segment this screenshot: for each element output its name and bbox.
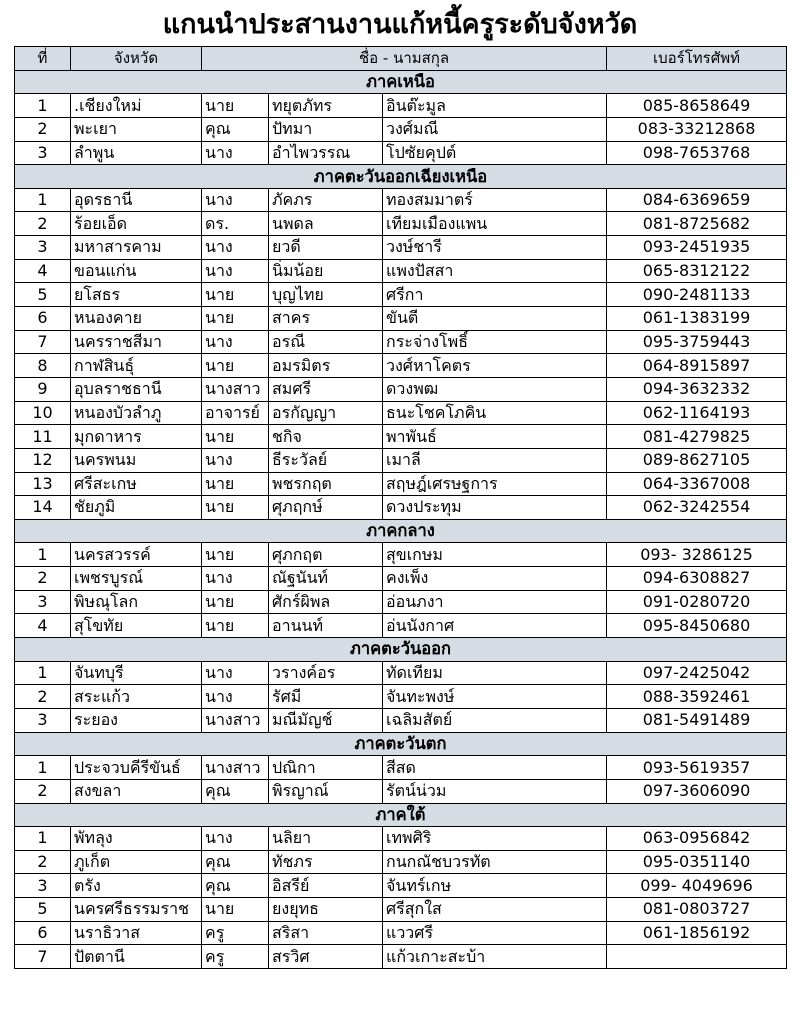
row-number: 1 bbox=[15, 756, 71, 780]
row-number: 3 bbox=[15, 874, 71, 898]
first-name-cell: ยงยุทธ bbox=[269, 898, 383, 922]
title-cell: นาง bbox=[202, 259, 269, 283]
last-name-cell: ศรีกา bbox=[383, 283, 607, 307]
table-row bbox=[15, 945, 787, 969]
phone-cell: 062-3242554 bbox=[607, 496, 787, 520]
phone-cell: 097-3606090 bbox=[607, 779, 787, 803]
title-cell: นาย bbox=[202, 496, 269, 520]
row-number: 10 bbox=[15, 401, 71, 425]
province-cell: นครศรีธรรมราช bbox=[71, 898, 202, 922]
row-number: 8 bbox=[15, 354, 71, 378]
first-name-cell: พชรกฤต bbox=[269, 472, 383, 496]
table-row bbox=[15, 188, 787, 212]
province-cell: ขอนแก่น bbox=[71, 259, 202, 283]
table-row bbox=[15, 590, 787, 614]
last-name-cell: กนกณัชบวรทัต bbox=[383, 850, 607, 874]
table-row bbox=[15, 496, 787, 520]
phone-cell: 098-7653768 bbox=[607, 141, 787, 165]
table-row bbox=[15, 377, 787, 401]
province-cell: นราธิวาส bbox=[71, 921, 202, 945]
row-number: 9 bbox=[15, 377, 71, 401]
region-row bbox=[15, 732, 787, 756]
title-cell: นาย bbox=[202, 898, 269, 922]
table-row bbox=[15, 236, 787, 260]
province-cell: ตรัง bbox=[71, 874, 202, 898]
table-row bbox=[15, 850, 787, 874]
province-cell: นครราชสีมา bbox=[71, 330, 202, 354]
first-name-cell: อมรมิตร bbox=[269, 354, 383, 378]
row-number: 1 bbox=[15, 661, 71, 685]
table-row bbox=[15, 898, 787, 922]
last-name-cell: จันทร์เกษ bbox=[383, 874, 607, 898]
title-cell: นางสาว bbox=[202, 756, 269, 780]
last-name-cell: เมาลี bbox=[383, 448, 607, 472]
province-cell: ปัตตานี bbox=[71, 945, 202, 969]
province-cell: พิษณุโลก bbox=[71, 590, 202, 614]
last-name-cell: วงศ์หาโคตร bbox=[383, 354, 607, 378]
region-row bbox=[15, 70, 787, 94]
phone-cell: 093- 3286125 bbox=[607, 543, 787, 567]
province-cell: อุบลราชธานี bbox=[71, 377, 202, 401]
last-name-cell: รัตน์น่วม bbox=[383, 779, 607, 803]
phone-cell: 063-0956842 bbox=[607, 827, 787, 851]
header-province: จังหวัด bbox=[71, 47, 202, 71]
table-row bbox=[15, 330, 787, 354]
phone-cell: 093-2451935 bbox=[607, 236, 787, 260]
last-name-cell: ศรีสุกใส bbox=[383, 898, 607, 922]
first-name-cell: สาคร bbox=[269, 307, 383, 331]
phone-cell: 064-3367008 bbox=[607, 472, 787, 496]
row-number: 5 bbox=[15, 898, 71, 922]
first-name-cell: วรางค์อร bbox=[269, 661, 383, 685]
row-number: 4 bbox=[15, 614, 71, 638]
row-number: 6 bbox=[15, 307, 71, 331]
contact-table bbox=[14, 46, 787, 969]
title-cell: นาง bbox=[202, 827, 269, 851]
title-cell: นาย bbox=[202, 354, 269, 378]
first-name-cell: มณีมัญช์ bbox=[269, 708, 383, 732]
province-cell: นครพนม bbox=[71, 448, 202, 472]
last-name-cell: กระจ่างโพธิ์ bbox=[383, 330, 607, 354]
row-number: 1 bbox=[15, 188, 71, 212]
table-row bbox=[15, 283, 787, 307]
region-name: ภาคเหนือ bbox=[15, 70, 787, 94]
table-row bbox=[15, 141, 787, 165]
header-name: ชื่อ - นามสกุล bbox=[202, 47, 607, 71]
first-name-cell: สริสา bbox=[269, 921, 383, 945]
first-name-cell: สรวิศ bbox=[269, 945, 383, 969]
first-name-cell: อรณี bbox=[269, 330, 383, 354]
row-number: 13 bbox=[15, 472, 71, 496]
table-row bbox=[15, 212, 787, 236]
header-no: ที่ bbox=[15, 47, 71, 71]
row-number: 5 bbox=[15, 283, 71, 307]
table-row bbox=[15, 94, 787, 118]
first-name-cell: ปัทมา bbox=[269, 117, 383, 141]
province-cell: สงขลา bbox=[71, 779, 202, 803]
first-name-cell: บุญไทย bbox=[269, 283, 383, 307]
table-row bbox=[15, 567, 787, 591]
last-name-cell: ดวงประทุม bbox=[383, 496, 607, 520]
title-cell: นาย bbox=[202, 283, 269, 307]
title-cell: นาย bbox=[202, 425, 269, 449]
row-number: 2 bbox=[15, 850, 71, 874]
table-row bbox=[15, 827, 787, 851]
header-phone: เบอร์โทรศัพท์ bbox=[607, 47, 787, 71]
row-number: 2 bbox=[15, 779, 71, 803]
province-cell: ลำพูน bbox=[71, 141, 202, 165]
title-cell: นาง bbox=[202, 236, 269, 260]
first-name-cell: ปณิกา bbox=[269, 756, 383, 780]
title-cell: นาย bbox=[202, 472, 269, 496]
province-cell: มหาสารคาม bbox=[71, 236, 202, 260]
row-number: 1 bbox=[15, 94, 71, 118]
province-cell: สระแก้ว bbox=[71, 685, 202, 709]
province-cell: ประจวบคีรีขันธ์ bbox=[71, 756, 202, 780]
table-row bbox=[15, 307, 787, 331]
table-row bbox=[15, 874, 787, 898]
first-name-cell: นพดล bbox=[269, 212, 383, 236]
first-name-cell: ศุภกฤต bbox=[269, 543, 383, 567]
first-name-cell: สมศรี bbox=[269, 377, 383, 401]
row-number: 7 bbox=[15, 945, 71, 969]
first-name-cell: อำไพวรรณ bbox=[269, 141, 383, 165]
title-cell: ดร. bbox=[202, 212, 269, 236]
table-row bbox=[15, 708, 787, 732]
first-name-cell: ภัคภร bbox=[269, 188, 383, 212]
region-name: ภาคตะวันตก bbox=[15, 732, 787, 756]
last-name-cell: สีสด bbox=[383, 756, 607, 780]
row-number: 3 bbox=[15, 141, 71, 165]
table-row bbox=[15, 425, 787, 449]
last-name-cell: สุขเกษม bbox=[383, 543, 607, 567]
first-name-cell: ณัฐนันท์ bbox=[269, 567, 383, 591]
row-number: 4 bbox=[15, 259, 71, 283]
title-cell: นาย bbox=[202, 94, 269, 118]
table-row bbox=[15, 614, 787, 638]
title-cell: นาง bbox=[202, 188, 269, 212]
region-row bbox=[15, 638, 787, 662]
first-name-cell: ศุภฤกษ์ bbox=[269, 496, 383, 520]
last-name-cell: เฉลิมสัตย์ bbox=[383, 708, 607, 732]
last-name-cell: วงษ์ชารี bbox=[383, 236, 607, 260]
province-cell: ภูเก็ต bbox=[71, 850, 202, 874]
region-name: ภาคใต้ bbox=[15, 803, 787, 827]
row-number: 1 bbox=[15, 543, 71, 567]
row-number: 3 bbox=[15, 236, 71, 260]
last-name-cell: พาพันธ์ bbox=[383, 425, 607, 449]
phone-cell: 061-1383199 bbox=[607, 307, 787, 331]
title-cell: นาย bbox=[202, 614, 269, 638]
table-row bbox=[15, 448, 787, 472]
region-row bbox=[15, 803, 787, 827]
last-name-cell: สฤษฎ์เศรษฐการ bbox=[383, 472, 607, 496]
region-name: ภาคตะวันออก bbox=[15, 638, 787, 662]
title-cell: นาง bbox=[202, 330, 269, 354]
page-title: แกนนำประสานงานแก้หนี้ครูระดับจังหวัด bbox=[162, 9, 638, 40]
last-name-cell: วงศ์มณี bbox=[383, 117, 607, 141]
title-cell: นาง bbox=[202, 567, 269, 591]
table-row bbox=[15, 921, 787, 945]
phone-cell: 090-2481133 bbox=[607, 283, 787, 307]
province-cell: พะเยา bbox=[71, 117, 202, 141]
phone-cell: 099- 4049696 bbox=[607, 874, 787, 898]
table-row bbox=[15, 661, 787, 685]
title-cell: อาจารย์ bbox=[202, 401, 269, 425]
province-cell: เพชรบูรณ์ bbox=[71, 567, 202, 591]
last-name-cell: อ่อนภงา bbox=[383, 590, 607, 614]
phone-cell: 097-2425042 bbox=[607, 661, 787, 685]
row-number: 3 bbox=[15, 708, 71, 732]
title-cell: นาง bbox=[202, 448, 269, 472]
title-cell: นางสาว bbox=[202, 708, 269, 732]
last-name-cell: แววศรี bbox=[383, 921, 607, 945]
first-name-cell: อิสรีย์ bbox=[269, 874, 383, 898]
province-cell: หนองบัวลำภู bbox=[71, 401, 202, 425]
first-name-cell: พิรญาณ์ bbox=[269, 779, 383, 803]
table-body bbox=[15, 70, 787, 968]
province-cell: มุกดาหาร bbox=[71, 425, 202, 449]
first-name-cell: ชกิจ bbox=[269, 425, 383, 449]
phone-cell bbox=[607, 945, 787, 969]
table-row bbox=[15, 685, 787, 709]
phone-cell: 081-8725682 bbox=[607, 212, 787, 236]
phone-cell: 095-0351140 bbox=[607, 850, 787, 874]
last-name-cell: จันทะพงษ์ bbox=[383, 685, 607, 709]
province-cell: .เชียงใหม่ bbox=[71, 94, 202, 118]
province-cell: ร้อยเอ็ด bbox=[71, 212, 202, 236]
province-cell: สุโขทัย bbox=[71, 614, 202, 638]
first-name-cell: อานนท์ bbox=[269, 614, 383, 638]
first-name-cell: ทยุตภัทร bbox=[269, 94, 383, 118]
phone-cell: 089-8627105 bbox=[607, 448, 787, 472]
province-cell: ศรีสะเกษ bbox=[71, 472, 202, 496]
title-cell: นางสาว bbox=[202, 377, 269, 401]
title-cell: ครู bbox=[202, 921, 269, 945]
phone-cell: 081-4279825 bbox=[607, 425, 787, 449]
first-name-cell: ทัชภร bbox=[269, 850, 383, 874]
row-number: 2 bbox=[15, 117, 71, 141]
table-row bbox=[15, 543, 787, 567]
phone-cell: 088-3592461 bbox=[607, 685, 787, 709]
province-cell: อุดรธานี bbox=[71, 188, 202, 212]
phone-cell: 081-0803727 bbox=[607, 898, 787, 922]
region-name: ภาคตะวันออกเฉียงเหนือ bbox=[15, 165, 787, 189]
phone-cell: 081-5491489 bbox=[607, 708, 787, 732]
phone-cell: 083-33212868 bbox=[607, 117, 787, 141]
row-number: 2 bbox=[15, 567, 71, 591]
phone-cell: 093-5619357 bbox=[607, 756, 787, 780]
first-name-cell: นิ่มน้อย bbox=[269, 259, 383, 283]
title-cell: นาย bbox=[202, 307, 269, 331]
last-name-cell: โปซัยคุปต์ bbox=[383, 141, 607, 165]
last-name-cell: ขันตี bbox=[383, 307, 607, 331]
table-row bbox=[15, 756, 787, 780]
title-cell: คุณ bbox=[202, 874, 269, 898]
title-cell: คุณ bbox=[202, 850, 269, 874]
title-cell: นาง bbox=[202, 661, 269, 685]
province-cell: หนองคาย bbox=[71, 307, 202, 331]
row-number: 1 bbox=[15, 827, 71, 851]
province-cell: ชัยภูมิ bbox=[71, 496, 202, 520]
title-cell: นาง bbox=[202, 141, 269, 165]
first-name-cell: ศักร์ผิพล bbox=[269, 590, 383, 614]
first-name-cell: อรกัญญา bbox=[269, 401, 383, 425]
province-cell: ระยอง bbox=[71, 708, 202, 732]
province-cell: พัทลุง bbox=[71, 827, 202, 851]
phone-cell: 094-3632332 bbox=[607, 377, 787, 401]
phone-cell: 095-8450680 bbox=[607, 614, 787, 638]
row-number: 3 bbox=[15, 590, 71, 614]
phone-cell: 091-0280720 bbox=[607, 590, 787, 614]
phone-cell: 061-1856192 bbox=[607, 921, 787, 945]
phone-cell: 065-8312122 bbox=[607, 259, 787, 283]
last-name-cell: ดวงพฒ bbox=[383, 377, 607, 401]
last-name-cell: ธนะโชคโภคิน bbox=[383, 401, 607, 425]
last-name-cell: เทพศิริ bbox=[383, 827, 607, 851]
title-cell: นาง bbox=[202, 685, 269, 709]
region-name: ภาคกลาง bbox=[15, 519, 787, 543]
table-row bbox=[15, 401, 787, 425]
first-name-cell: ธีระวัลย์ bbox=[269, 448, 383, 472]
phone-cell: 094-6308827 bbox=[607, 567, 787, 591]
phone-cell: 085-8658649 bbox=[607, 94, 787, 118]
title-cell: ครู bbox=[202, 945, 269, 969]
last-name-cell: อ่นนังกาศ bbox=[383, 614, 607, 638]
table-row bbox=[15, 472, 787, 496]
title-cell: คุณ bbox=[202, 779, 269, 803]
phone-cell: 095-3759443 bbox=[607, 330, 787, 354]
title-cell: นาย bbox=[202, 543, 269, 567]
title-cell: คุณ bbox=[202, 117, 269, 141]
last-name-cell: แก้วเกาะสะบ้า bbox=[383, 945, 607, 969]
province-cell: ยโสธร bbox=[71, 283, 202, 307]
first-name-cell: นลิยา bbox=[269, 827, 383, 851]
province-cell: นครสวรรค์ bbox=[71, 543, 202, 567]
header-row bbox=[15, 47, 787, 71]
province-cell: จันทบุรี bbox=[71, 661, 202, 685]
table-row bbox=[15, 779, 787, 803]
row-number: 14 bbox=[15, 496, 71, 520]
row-number: 12 bbox=[15, 448, 71, 472]
row-number: 2 bbox=[15, 212, 71, 236]
table-row bbox=[15, 117, 787, 141]
last-name-cell: คงเพ็ง bbox=[383, 567, 607, 591]
province-cell: กาฬสินธุ์ bbox=[71, 354, 202, 378]
last-name-cell: แพงปัสสา bbox=[383, 259, 607, 283]
row-number: 6 bbox=[15, 921, 71, 945]
first-name-cell: ยวดี bbox=[269, 236, 383, 260]
phone-cell: 084-6369659 bbox=[607, 188, 787, 212]
last-name-cell: ทัดเทียม bbox=[383, 661, 607, 685]
last-name-cell: ทองสมมาตร์ bbox=[383, 188, 607, 212]
last-name-cell: เทียมเมืองแพน bbox=[383, 212, 607, 236]
first-name-cell: รัศมี bbox=[269, 685, 383, 709]
table-row bbox=[15, 259, 787, 283]
row-number: 2 bbox=[15, 685, 71, 709]
phone-cell: 062-1164193 bbox=[607, 401, 787, 425]
title-cell: นาย bbox=[202, 590, 269, 614]
last-name-cell: อินต๊ะมูล bbox=[383, 94, 607, 118]
region-row bbox=[15, 165, 787, 189]
table-row bbox=[15, 354, 787, 378]
phone-cell: 064-8915897 bbox=[607, 354, 787, 378]
region-row bbox=[15, 519, 787, 543]
row-number: 7 bbox=[15, 330, 71, 354]
row-number: 11 bbox=[15, 425, 71, 449]
